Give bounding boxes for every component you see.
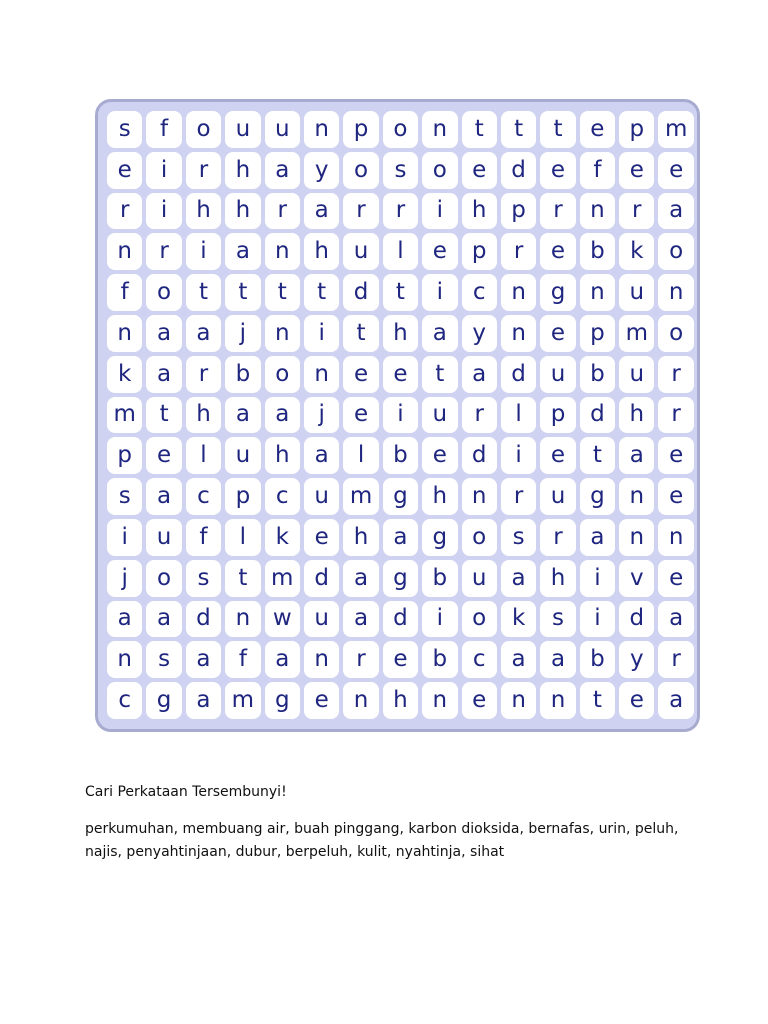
letter-cell[interactable]: n <box>501 274 536 311</box>
letter-cell[interactable]: n <box>225 601 260 638</box>
letter-cell[interactable]: y <box>462 315 497 352</box>
letter-cell[interactable]: a <box>619 437 654 474</box>
letter-cell[interactable]: a <box>146 315 181 352</box>
letter-cell[interactable]: a <box>186 315 221 352</box>
letter-cell[interactable]: w <box>265 601 300 638</box>
letter-cell[interactable]: n <box>107 641 142 678</box>
letter-cell[interactable]: t <box>462 111 497 148</box>
letter-cell[interactable]: k <box>265 519 300 556</box>
letter-cell[interactable]: e <box>343 397 378 434</box>
letter-cell[interactable]: e <box>304 519 339 556</box>
letter-cell[interactable]: r <box>186 356 221 393</box>
letter-cell[interactable]: h <box>186 397 221 434</box>
letter-cell[interactable]: h <box>343 519 378 556</box>
letter-cell[interactable]: e <box>540 152 575 189</box>
letter-cell[interactable]: o <box>146 274 181 311</box>
letter-cell[interactable]: i <box>580 601 615 638</box>
letter-cell[interactable]: e <box>658 437 693 474</box>
letter-cell[interactable]: a <box>265 641 300 678</box>
letter-cell[interactable]: a <box>107 601 142 638</box>
letter-cell[interactable]: s <box>383 152 418 189</box>
letter-cell[interactable]: u <box>540 478 575 515</box>
letter-cell[interactable]: p <box>343 111 378 148</box>
letter-cell[interactable]: u <box>225 111 260 148</box>
letter-cell[interactable]: a <box>501 641 536 678</box>
letter-cell[interactable]: k <box>619 233 654 270</box>
letter-cell[interactable]: p <box>107 437 142 474</box>
letter-cell[interactable]: p <box>580 315 615 352</box>
letter-cell[interactable]: t <box>146 397 181 434</box>
letter-cell[interactable]: n <box>619 519 654 556</box>
letter-cell[interactable]: c <box>186 478 221 515</box>
letter-cell[interactable]: t <box>304 274 339 311</box>
letter-cell[interactable]: d <box>619 601 654 638</box>
letter-cell[interactable]: s <box>540 601 575 638</box>
letter-cell[interactable]: a <box>304 437 339 474</box>
letter-cell[interactable]: e <box>658 560 693 597</box>
letter-cell[interactable]: n <box>265 233 300 270</box>
letter-cell[interactable]: g <box>146 682 181 719</box>
letter-cell[interactable]: a <box>580 519 615 556</box>
letter-cell[interactable]: d <box>383 601 418 638</box>
letter-cell[interactable]: e <box>580 111 615 148</box>
letter-cell[interactable]: s <box>501 519 536 556</box>
letter-cell[interactable]: u <box>304 601 339 638</box>
letter-cell[interactable]: t <box>265 274 300 311</box>
letter-cell[interactable]: e <box>462 682 497 719</box>
letter-cell[interactable]: h <box>225 152 260 189</box>
letter-cell[interactable]: e <box>619 682 654 719</box>
letter-cell[interactable]: f <box>107 274 142 311</box>
letter-cell[interactable]: n <box>304 641 339 678</box>
letter-cell[interactable]: r <box>658 397 693 434</box>
letter-cell[interactable]: h <box>422 478 457 515</box>
letter-cell[interactable]: a <box>501 560 536 597</box>
letter-cell[interactable]: g <box>383 478 418 515</box>
letter-cell[interactable]: n <box>658 519 693 556</box>
letter-cell[interactable]: d <box>343 274 378 311</box>
letter-cell[interactable]: a <box>422 315 457 352</box>
letter-cell[interactable]: a <box>343 601 378 638</box>
letter-cell[interactable]: d <box>186 601 221 638</box>
letter-cell[interactable]: e <box>304 682 339 719</box>
letter-cell[interactable]: g <box>540 274 575 311</box>
letter-cell[interactable]: e <box>540 437 575 474</box>
letter-grid <box>105 109 696 721</box>
letter-cell[interactable]: i <box>107 519 142 556</box>
letter-cell[interactable]: i <box>422 274 457 311</box>
letter-cell[interactable]: u <box>146 519 181 556</box>
letter-cell[interactable]: t <box>501 111 536 148</box>
word-search-board <box>95 99 700 732</box>
letter-cell[interactable]: n <box>422 682 457 719</box>
letter-cell[interactable]: r <box>658 356 693 393</box>
letter-cell[interactable]: g <box>383 560 418 597</box>
letter-cell[interactable]: u <box>540 356 575 393</box>
letter-cell[interactable]: h <box>304 233 339 270</box>
letter-cell[interactable]: o <box>343 152 378 189</box>
letter-cell[interactable]: a <box>146 356 181 393</box>
letter-cell[interactable]: i <box>422 601 457 638</box>
letter-cell[interactable]: s <box>146 641 181 678</box>
letter-cell[interactable]: t <box>225 274 260 311</box>
letter-cell[interactable]: k <box>107 356 142 393</box>
letter-cell[interactable]: t <box>225 560 260 597</box>
letter-cell[interactable]: u <box>619 274 654 311</box>
letter-cell[interactable]: p <box>501 193 536 230</box>
letter-cell[interactable]: f <box>225 641 260 678</box>
letter-cell[interactable]: e <box>540 233 575 270</box>
letter-cell[interactable]: a <box>186 641 221 678</box>
letter-cell[interactable]: r <box>146 233 181 270</box>
letter-cell[interactable]: m <box>658 111 693 148</box>
letter-cell[interactable]: o <box>265 356 300 393</box>
letter-cell[interactable]: o <box>146 560 181 597</box>
letter-cell[interactable]: i <box>186 233 221 270</box>
letter-cell[interactable]: d <box>501 356 536 393</box>
letter-cell[interactable]: a <box>540 641 575 678</box>
letter-cell[interactable]: r <box>343 641 378 678</box>
letter-cell[interactable]: n <box>580 274 615 311</box>
letter-cell[interactable]: e <box>619 152 654 189</box>
letter-cell[interactable]: g <box>580 478 615 515</box>
letter-cell[interactable]: h <box>540 560 575 597</box>
letter-cell[interactable]: u <box>304 478 339 515</box>
letter-cell[interactable]: h <box>265 437 300 474</box>
letter-cell[interactable]: e <box>540 315 575 352</box>
letter-cell[interactable]: d <box>580 397 615 434</box>
letter-cell[interactable]: r <box>265 193 300 230</box>
letter-cell[interactable]: s <box>107 111 142 148</box>
letter-cell[interactable]: s <box>186 560 221 597</box>
letter-cell[interactable]: n <box>107 315 142 352</box>
letter-cell[interactable]: s <box>107 478 142 515</box>
letter-cell[interactable]: a <box>658 193 693 230</box>
letter-cell[interactable]: r <box>501 233 536 270</box>
letter-cell[interactable]: r <box>540 193 575 230</box>
letter-cell[interactable]: r <box>186 152 221 189</box>
letter-cell[interactable]: h <box>225 193 260 230</box>
letter-cell[interactable]: n <box>658 274 693 311</box>
letter-cell[interactable]: g <box>265 682 300 719</box>
letter-cell[interactable]: t <box>580 437 615 474</box>
letter-cell[interactable]: a <box>462 356 497 393</box>
letter-cell[interactable]: u <box>619 356 654 393</box>
letter-cell[interactable]: i <box>304 315 339 352</box>
letter-cell[interactable]: d <box>501 152 536 189</box>
letter-cell[interactable]: t <box>540 111 575 148</box>
letter-cell[interactable]: r <box>383 193 418 230</box>
letter-cell[interactable]: o <box>383 111 418 148</box>
letter-cell[interactable]: d <box>462 437 497 474</box>
letter-cell[interactable]: v <box>619 560 654 597</box>
letter-cell[interactable]: r <box>462 397 497 434</box>
letter-cell[interactable]: f <box>186 519 221 556</box>
letter-cell[interactable]: n <box>304 111 339 148</box>
letter-cell[interactable]: m <box>225 682 260 719</box>
letter-cell[interactable]: a <box>304 193 339 230</box>
letter-cell[interactable]: l <box>383 233 418 270</box>
letter-cell[interactable]: h <box>462 193 497 230</box>
letter-cell[interactable]: n <box>462 478 497 515</box>
letter-cell[interactable]: e <box>658 152 693 189</box>
letter-cell[interactable]: a <box>186 682 221 719</box>
letter-cell[interactable]: b <box>225 356 260 393</box>
letter-cell[interactable]: u <box>462 560 497 597</box>
letter-cell[interactable]: e <box>462 152 497 189</box>
letter-cell[interactable]: n <box>265 315 300 352</box>
letter-cell[interactable]: b <box>422 560 457 597</box>
letter-cell[interactable]: n <box>107 233 142 270</box>
letter-cell[interactable]: i <box>146 152 181 189</box>
letter-cell[interactable]: a <box>265 152 300 189</box>
letter-cell[interactable]: c <box>462 274 497 311</box>
letter-cell[interactable]: p <box>225 478 260 515</box>
letter-cell[interactable]: l <box>501 397 536 434</box>
letter-cell[interactable]: e <box>343 356 378 393</box>
letter-cell[interactable]: a <box>146 601 181 638</box>
letter-cell[interactable]: r <box>619 193 654 230</box>
letter-cell[interactable]: c <box>265 478 300 515</box>
letter-cell[interactable]: h <box>383 682 418 719</box>
letter-cell[interactable]: t <box>580 682 615 719</box>
letter-cell[interactable]: j <box>225 315 260 352</box>
letter-cell[interactable]: a <box>658 601 693 638</box>
letter-cell[interactable]: p <box>540 397 575 434</box>
letter-cell[interactable]: e <box>658 478 693 515</box>
letter-cell[interactable]: r <box>540 519 575 556</box>
letter-cell[interactable]: r <box>658 641 693 678</box>
letter-cell[interactable]: o <box>186 111 221 148</box>
letter-cell[interactable]: t <box>383 274 418 311</box>
letter-cell[interactable]: e <box>383 356 418 393</box>
letter-cell[interactable]: p <box>462 233 497 270</box>
letter-cell[interactable]: a <box>343 560 378 597</box>
letter-cell[interactable]: o <box>658 233 693 270</box>
letter-cell[interactable]: h <box>619 397 654 434</box>
letter-cell[interactable]: o <box>658 315 693 352</box>
letter-cell[interactable]: n <box>422 111 457 148</box>
letter-cell[interactable]: u <box>265 111 300 148</box>
letter-cell[interactable]: t <box>186 274 221 311</box>
letter-cell[interactable]: b <box>580 356 615 393</box>
letter-cell[interactable]: a <box>265 397 300 434</box>
letter-cell[interactable]: r <box>501 478 536 515</box>
letter-cell[interactable]: e <box>107 152 142 189</box>
letter-cell[interactable]: a <box>225 397 260 434</box>
letter-cell[interactable]: u <box>343 233 378 270</box>
letter-cell[interactable]: m <box>343 478 378 515</box>
letter-cell[interactable]: j <box>304 397 339 434</box>
letter-cell[interactable]: m <box>107 397 142 434</box>
letter-cell[interactable]: u <box>422 397 457 434</box>
letter-cell[interactable]: g <box>422 519 457 556</box>
letter-cell[interactable]: n <box>580 193 615 230</box>
word-list: perkumuhan, membuang air, buah pinggang, karbon dioksida, bernafas, urin, peluh, najis, penyahtinjaan, dubur, berpeluh, kulit, nyahtinja, sihat <box>85 821 679 860</box>
letter-cell[interactable]: c <box>462 641 497 678</box>
letter-cell[interactable]: o <box>462 519 497 556</box>
letter-cell[interactable]: e <box>146 437 181 474</box>
letter-cell[interactable]: p <box>619 111 654 148</box>
letter-cell[interactable]: n <box>619 478 654 515</box>
letter-cell[interactable]: b <box>383 437 418 474</box>
letter-cell[interactable]: o <box>462 601 497 638</box>
letter-cell[interactable]: r <box>107 193 142 230</box>
letter-cell[interactable]: e <box>422 233 457 270</box>
letter-cell[interactable]: d <box>304 560 339 597</box>
letter-cell[interactable]: j <box>107 560 142 597</box>
letter-cell[interactable]: b <box>580 641 615 678</box>
letter-cell[interactable]: a <box>225 233 260 270</box>
letter-cell[interactable]: m <box>619 315 654 352</box>
letter-cell[interactable]: i <box>383 397 418 434</box>
letter-cell[interactable]: o <box>422 152 457 189</box>
letter-cell[interactable]: b <box>422 641 457 678</box>
letter-cell[interactable]: m <box>265 560 300 597</box>
letter-cell[interactable]: f <box>146 111 181 148</box>
letter-cell[interactable]: h <box>186 193 221 230</box>
letter-cell[interactable]: e <box>422 437 457 474</box>
letter-cell[interactable]: y <box>304 152 339 189</box>
letter-cell[interactable]: i <box>422 193 457 230</box>
letter-cell[interactable]: n <box>501 682 536 719</box>
letter-cell[interactable]: c <box>107 682 142 719</box>
letter-cell[interactable]: i <box>146 193 181 230</box>
letter-cell[interactable]: n <box>501 315 536 352</box>
letter-cell[interactable]: i <box>580 560 615 597</box>
letter-cell[interactable]: f <box>580 152 615 189</box>
letter-cell[interactable]: l <box>343 437 378 474</box>
letter-cell[interactable]: n <box>540 682 575 719</box>
letter-cell[interactable]: a <box>658 682 693 719</box>
letter-cell[interactable]: e <box>383 641 418 678</box>
letter-cell[interactable]: b <box>580 233 615 270</box>
letter-cell[interactable]: h <box>383 315 418 352</box>
letter-cell[interactable]: n <box>343 682 378 719</box>
letter-cell[interactable]: y <box>619 641 654 678</box>
letter-cell[interactable]: l <box>186 437 221 474</box>
letter-cell[interactable]: a <box>383 519 418 556</box>
letter-cell[interactable]: r <box>343 193 378 230</box>
letter-cell[interactable]: t <box>422 356 457 393</box>
letter-cell[interactable]: u <box>225 437 260 474</box>
puzzle-title: Cari Perkataan Tersembunyi! <box>85 784 287 800</box>
letter-cell[interactable]: l <box>225 519 260 556</box>
letter-cell[interactable]: n <box>304 356 339 393</box>
letter-cell[interactable]: t <box>343 315 378 352</box>
letter-cell[interactable]: i <box>501 437 536 474</box>
letter-cell[interactable]: k <box>501 601 536 638</box>
letter-cell[interactable]: a <box>146 478 181 515</box>
